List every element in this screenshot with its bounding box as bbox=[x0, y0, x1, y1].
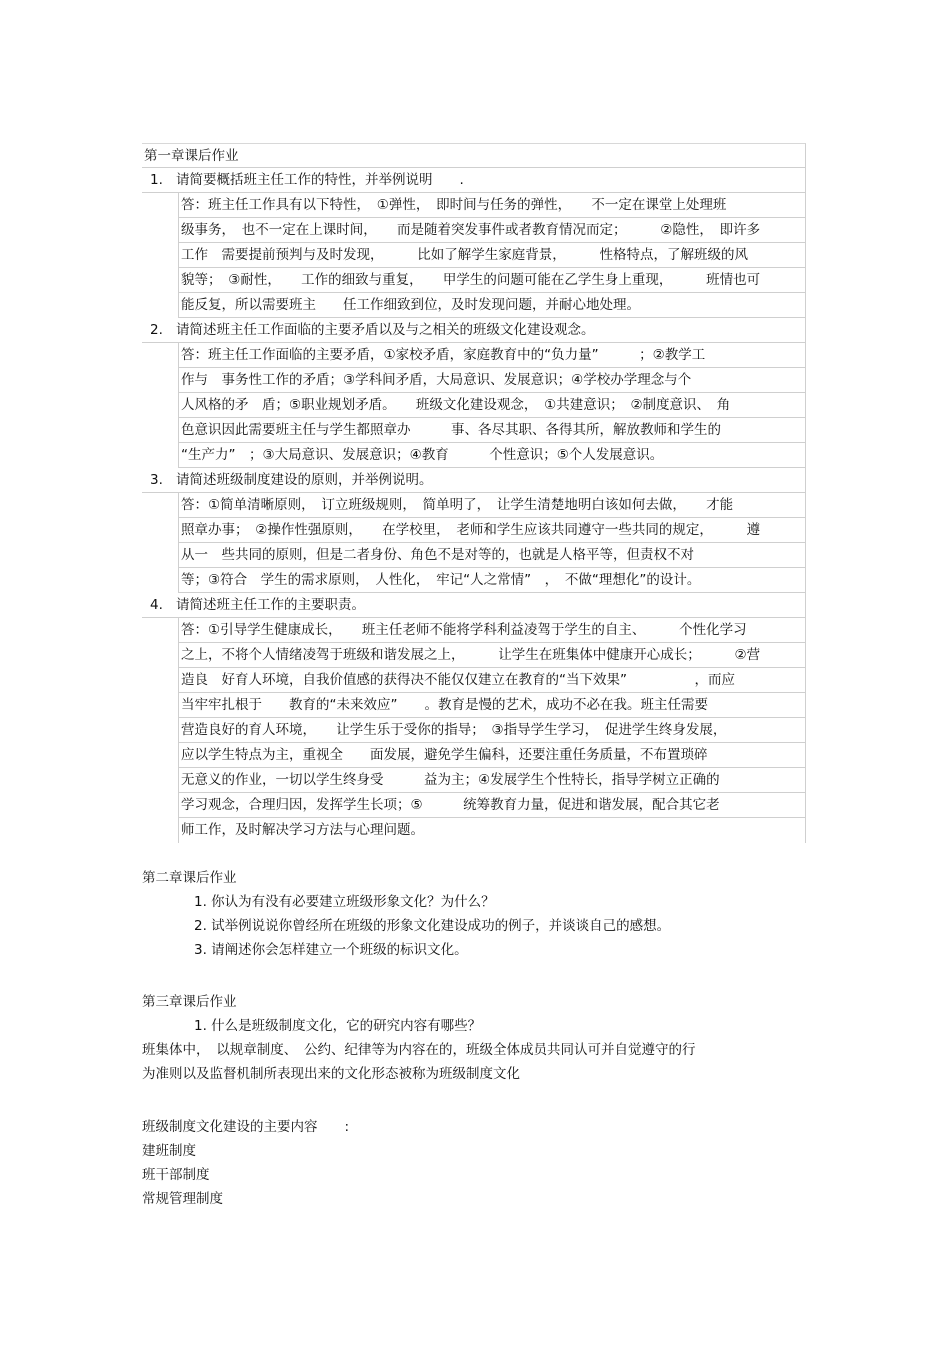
content-item: 建班制度 bbox=[142, 1143, 196, 1159]
definition-line: 为准则以及监督机制所表现出来的文化形态被称为班级制度文化 bbox=[142, 1066, 520, 1082]
content-item: 常规管理制度 bbox=[142, 1191, 223, 1207]
answer-line: 答：班主任工作面临的主要矛盾，①家校矛盾，家庭教育中的“负力量” ；②教学工 bbox=[179, 343, 806, 368]
definition-line: 班集体中， 以规章制度、 公约、纪律等为内容在的，班级全体成员共同认可并自觉遵守的行 bbox=[142, 1042, 696, 1058]
question-number: 2. bbox=[150, 322, 163, 338]
content-item: 班干部制度 bbox=[142, 1167, 210, 1183]
content-section bbox=[142, 1115, 349, 1211]
answer-line: 级事务， 也不一定在上课时间， 而是随着突发事件或者教育情况而定； ②隐性， 即许多 bbox=[179, 218, 806, 243]
content-heading: 班级制度文化建设的主要内容 : bbox=[142, 1119, 350, 1135]
chapter1-section bbox=[142, 143, 806, 843]
answer-line: 貌等； ③耐性， 工作的细致与重复， 甲学生的问题可能在乙学生身上重现， 班情也可 bbox=[179, 268, 806, 293]
answer-line: 等；③符合 学生的需求原则， 人性化， 牢记“人之常情” ， 不做“理想化”的设计。 bbox=[179, 568, 806, 593]
question-3 bbox=[142, 468, 806, 493]
answer-line: 无意义的作业，一切以学生终身受 益为主；④发展学生个性特长，指导学树立正确的 bbox=[179, 768, 806, 793]
answer-line: 之上，不将个人情绪凌驾于班级和谐发展之上， 让学生在班集体中健康开心成长； ②营 bbox=[179, 643, 806, 668]
question-2 bbox=[142, 318, 806, 343]
answer-3 bbox=[178, 493, 806, 593]
answer-line: 答：班主任工作具有以下特性， ①弹性， 即时间与任务的弹性， 不一定在课堂上处理班 bbox=[179, 193, 806, 218]
answer-line: 工作 需要提前预判与及时发现， 比如了解学生家庭背景， 性格特点，了解班级的风 bbox=[179, 243, 806, 268]
answer-line: 学习观念，合理归因，发挥学生长项；⑤ 统筹教育力量，促进和谐发展，配合其它老 bbox=[179, 793, 806, 818]
question-4 bbox=[142, 593, 806, 618]
answer-line: 能反复，所以需要班主 任工作细致到位，及时发现问题，并耐心地处理。 bbox=[179, 293, 806, 318]
chapter2-title: 第二章课后作业 bbox=[142, 870, 237, 886]
answer-line: 答：①引导学生健康成长， 班主任老师不能将学科利益凌驾于学生的自主、 个性化学习 bbox=[179, 618, 806, 643]
answer-line: 照章办事； ②操作性强原则， 在学校里， 老师和学生应该共同遵守一些共同的规定， 遵 bbox=[179, 518, 806, 543]
answer-line: 人风格的矛 盾；⑤职业规划矛盾。 班级文化建设观念， ①共建意识； ②制度意识、 角 bbox=[179, 393, 806, 418]
answer-line: “生产力” ；③大局意识、发展意识；④教育 个性意识；⑤个人发展意识。 bbox=[179, 443, 806, 468]
chapter3-section bbox=[142, 990, 696, 1086]
question-1 bbox=[142, 168, 806, 193]
question-text: 请简要概括班主任工作的特性，并举例说明 . bbox=[176, 172, 464, 188]
list-item: 3. 请阐述你会怎样建立一个班级的标识文化。 bbox=[194, 942, 468, 958]
answer-line: 营造良好的育人环境， 让学生乐于受你的指导； ③指导学生学习， 促进学生终身发展， bbox=[179, 718, 806, 743]
answer-line: 师工作，及时解决学习方法与心理问题。 bbox=[179, 818, 806, 843]
answer-line: 应以学生特点为主，重视全 面发展，避免学生偏科，还要注重任务质量，不布置琐碎 bbox=[179, 743, 806, 768]
question-number: 1. bbox=[150, 172, 163, 188]
answer-2 bbox=[178, 343, 806, 468]
list-item: 1. 什么是班级制度文化，它的研究内容有哪些？ bbox=[194, 1018, 482, 1034]
answer-4 bbox=[178, 618, 806, 843]
question-text: 请简述班主任工作的主要职责。 bbox=[176, 597, 365, 613]
answer-1 bbox=[178, 193, 806, 318]
question-text: 请简述班级制度建设的原则，并举例说明。 bbox=[176, 472, 433, 488]
question-text: 请简述班主任工作面临的主要矛盾以及与之相关的班级文化建设观念。 bbox=[176, 322, 595, 338]
answer-line: 造良 好育人环境，自我价值感的获得决不能仅仅建立在教育的“当下效果” ，而应 bbox=[179, 668, 806, 693]
question-number: 4. bbox=[150, 597, 163, 613]
chapter1-title: 第一章课后作业 bbox=[142, 143, 806, 168]
answer-line: 色意识因此需要班主任与学生都照章办 事、各尽其职、各得其所，解放教师和学生的 bbox=[179, 418, 806, 443]
answer-line: 答：①简单清晰原则， 订立班级规则， 简单明了， 让学生清楚地明白该如何去做， 才能 bbox=[179, 493, 806, 518]
answer-line: 当牢牢扎根于 教育的“未来效应” 。教育是慢的艺术，成功不必在我。班主任需要 bbox=[179, 693, 806, 718]
chapter3-title: 第三章课后作业 bbox=[142, 994, 237, 1010]
list-item: 1. 你认为有没有必要建立班级形象文化？为什么？ bbox=[194, 894, 495, 910]
answer-line: 从一 些共同的原则，但是二者身份、角色不是对等的，也就是人格平等，但责权不对 bbox=[179, 543, 806, 568]
chapter2-section bbox=[142, 866, 670, 962]
question-number: 3. bbox=[150, 472, 163, 488]
answer-line: 作与 事务性工作的矛盾；③学科间矛盾，大局意识、发展意识；④学校办学理念与个 bbox=[179, 368, 806, 393]
list-item: 2. 试举例说说你曾经所在班级的形象文化建设成功的例子，并谈谈自己的感想。 bbox=[194, 918, 671, 934]
